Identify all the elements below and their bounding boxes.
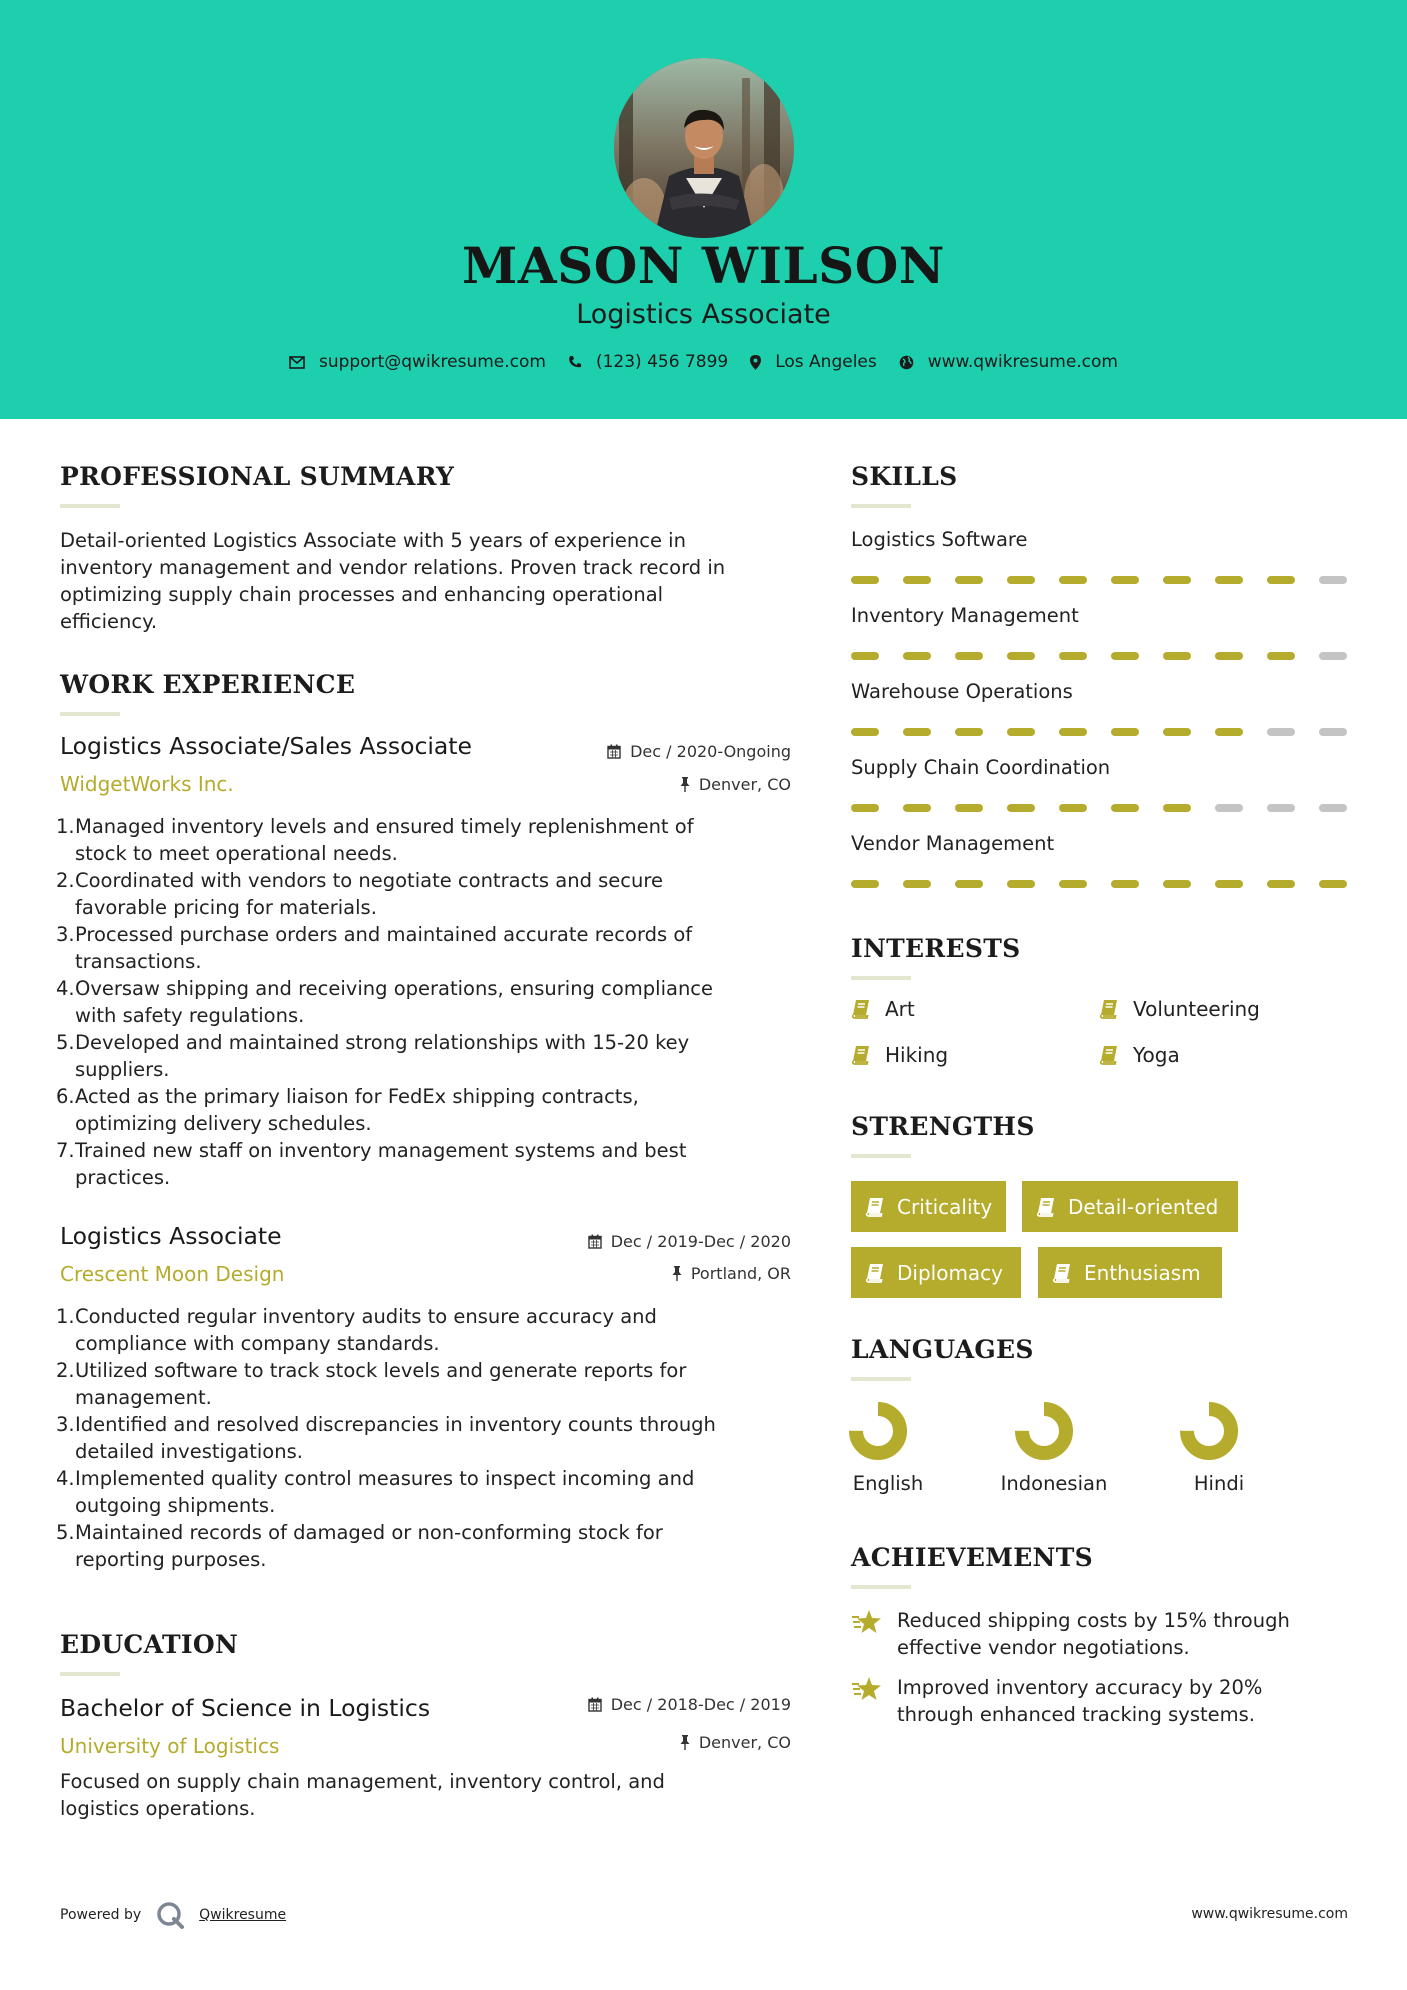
list-item: 5. Maintained records of damaged or non-conforming stock for reporting purposes. <box>56 1521 663 1571</box>
strength-label: Diplomacy <box>897 1260 1004 1285</box>
pushpin-icon <box>680 1735 690 1750</box>
rating-dash <box>1267 576 1295 584</box>
qwikresume-link[interactable]: Qwikresume <box>199 1907 287 1923</box>
strength-tag <box>851 1181 1006 1232</box>
company-name: Crescent Moon Design <box>60 1262 285 1286</box>
language-item <box>984 1400 1124 1495</box>
rating-dash <box>1215 576 1243 584</box>
skill-rating <box>851 728 1371 736</box>
rating-dash <box>1007 728 1035 736</box>
location-text: Los Angeles <box>775 352 877 372</box>
skill-rating <box>851 652 1371 660</box>
phone-icon <box>568 355 582 369</box>
footer-website[interactable]: www.qwikresume.com <box>1191 1906 1348 1922</box>
email-text: support@qwikresume.com <box>319 352 546 372</box>
company-name: WidgetWorks Inc. <box>60 772 234 796</box>
achievements-heading: ACHIEVEMENTS <box>851 1543 1093 1572</box>
achievement-line: Improved inventory accuracy by 20% <box>897 1676 1263 1699</box>
rating-dash <box>903 880 931 888</box>
language-name: Indonesian <box>1000 1472 1108 1495</box>
language-level-arc <box>1022 1409 1066 1453</box>
rating-dash <box>1059 728 1087 736</box>
education-description <box>60 1768 800 1822</box>
rating-dash <box>851 728 879 736</box>
achievement-item <box>851 1674 1351 1728</box>
job-date-text: Dec / 2019-Dec / 2020 <box>610 1232 791 1251</box>
contact-phone[interactable] <box>568 352 728 372</box>
strength-label: Criticality <box>897 1194 993 1219</box>
rating-dash <box>1111 652 1139 660</box>
job-title: Logistics Associate/Sales Associate <box>60 732 472 760</box>
rating-dash <box>1215 728 1243 736</box>
rating-dash <box>1319 804 1347 812</box>
education-location-text: Denver, CO <box>698 1733 791 1752</box>
rating-dash <box>903 576 931 584</box>
skill-name: Logistics Software <box>851 528 1028 551</box>
list-item: 3. Processed purchase orders and maintained accurate records of transactions. <box>56 923 693 973</box>
map-pin-icon <box>750 355 761 370</box>
strength-label: Enthusiasm <box>1084 1260 1201 1285</box>
interest-item-yoga <box>1099 1043 1180 1067</box>
candidate-role: Logistics Associate <box>576 299 831 330</box>
language-item <box>818 1400 958 1495</box>
strength-label: Detail-oriented <box>1068 1194 1219 1219</box>
rating-dash <box>851 804 879 812</box>
star-trophy-icon <box>851 1609 883 1635</box>
book-icon <box>865 1197 885 1217</box>
job-duties-list <box>56 813 796 1191</box>
book-icon <box>1036 1197 1056 1217</box>
language-level-arc <box>1187 1409 1231 1453</box>
language-level-arc <box>856 1409 900 1453</box>
interests-rule <box>851 976 911 980</box>
rating-dash <box>1215 652 1243 660</box>
summary-line: inventory management and vendor relations. Proven track record in <box>60 556 726 579</box>
book-icon <box>851 1045 871 1065</box>
book-icon <box>1052 1263 1072 1283</box>
skill-rating <box>851 804 1371 812</box>
phone-text: (123) 456 7899 <box>595 352 729 372</box>
skill-rating <box>851 576 1371 584</box>
list-item: 4. Oversaw shipping and receiving operations, ensuring compliance with safety regulations. <box>56 977 714 1027</box>
rating-dash <box>1111 576 1139 584</box>
contact-bar <box>0 352 1407 372</box>
rating-dash <box>903 804 931 812</box>
rating-dash <box>1267 880 1295 888</box>
summary-rule <box>60 504 120 508</box>
rating-dash <box>1059 576 1087 584</box>
candidate-name: MASON WILSON <box>462 236 945 295</box>
calendar-icon <box>607 744 621 759</box>
job-location-text: Portland, OR <box>690 1264 791 1283</box>
rating-dash <box>903 728 931 736</box>
rating-dash <box>955 804 983 812</box>
strengths-heading: STRENGTHS <box>851 1112 1035 1141</box>
achievement-item <box>851 1607 1351 1661</box>
job-location <box>560 775 791 794</box>
rating-dash <box>1007 576 1035 584</box>
skills-rule <box>851 504 911 508</box>
education-date-text: Dec / 2018-Dec / 2019 <box>610 1695 791 1714</box>
list-item: 5. Developed and maintained strong relationships with 15-20 key suppliers. <box>56 1031 690 1081</box>
profile-photo-image <box>614 58 794 238</box>
interest-item-art <box>851 997 915 1021</box>
degree-title: Bachelor of Science in Logistics <box>60 1694 431 1722</box>
list-item: 2. Coordinated with vendors to negotiate contracts and secure favorable pricing for materials. <box>56 869 663 919</box>
star-trophy-icon <box>851 1676 883 1702</box>
education-line: Focused on supply chain management, inventory control, and <box>60 1770 665 1793</box>
rating-dash <box>955 576 983 584</box>
language-name: Hindi <box>1193 1472 1245 1495</box>
job-title: Logistics Associate <box>60 1222 282 1250</box>
interests-heading: INTERESTS <box>851 934 1021 963</box>
education-date <box>540 1695 791 1714</box>
rating-dash <box>1215 880 1243 888</box>
rating-dash <box>1319 728 1347 736</box>
education-rule <box>60 1672 120 1676</box>
rating-dash <box>1111 804 1139 812</box>
job-duties-list <box>56 1303 796 1573</box>
rating-dash <box>1059 652 1087 660</box>
rating-dash <box>955 652 983 660</box>
list-item: 2. Utilized software to track stock levels and generate reports for management. <box>56 1359 687 1409</box>
education-heading: EDUCATION <box>60 1630 239 1659</box>
skill-name: Inventory Management <box>851 604 1079 627</box>
summary-line: optimizing supply chain processes and enhancing operational <box>60 583 664 606</box>
achievement-line: effective vendor negotiations. <box>897 1636 1190 1659</box>
rating-dash <box>1163 804 1191 812</box>
book-icon <box>1099 1045 1119 1065</box>
languages-rule <box>851 1377 911 1381</box>
profile-photo <box>614 58 794 238</box>
interest-label: Hiking <box>885 1043 949 1067</box>
rating-dash <box>1163 880 1191 888</box>
rating-dash <box>1319 576 1347 584</box>
book-icon <box>851 999 871 1019</box>
languages-heading: LANGUAGES <box>851 1335 1034 1364</box>
interest-label: Yoga <box>1133 1043 1180 1067</box>
rating-dash <box>1059 880 1087 888</box>
book-icon <box>865 1263 885 1283</box>
skill-rating <box>851 880 1371 888</box>
skill-name: Warehouse Operations <box>851 680 1073 703</box>
strength-tag <box>1038 1247 1222 1298</box>
rating-dash <box>1319 880 1347 888</box>
globe-icon <box>899 355 914 370</box>
job-location <box>560 1264 791 1283</box>
rating-dash <box>955 728 983 736</box>
rating-dash <box>1163 652 1191 660</box>
summary-line: Detail-oriented Logistics Associate with 5 years of experience in <box>60 529 686 552</box>
language-level-ring <box>1178 1400 1240 1462</box>
list-item: 6. Acted as the primary liaison for FedEx shipping contracts, optimizing delivery schedules. <box>56 1085 639 1135</box>
rating-dash <box>1111 728 1139 736</box>
contact-location <box>750 352 877 372</box>
rating-dash <box>1319 652 1347 660</box>
job-date-text: Dec / 2020-Ongoing <box>630 742 791 761</box>
list-item: 3. Identified and resolved discrepancies in inventory counts through detailed investigations. <box>56 1413 716 1463</box>
achievement-line: through enhanced tracking systems. <box>897 1703 1255 1726</box>
language-level-ring <box>847 1400 909 1462</box>
rating-dash <box>1163 728 1191 736</box>
rating-dash <box>955 880 983 888</box>
interest-label: Art <box>885 997 915 1021</box>
education-line: logistics operations. <box>60 1797 256 1820</box>
list-item: 4. Implemented quality control measures to inspect incoming and outgoing shipments. <box>56 1467 695 1517</box>
resume-header <box>0 0 1407 419</box>
footer-powered-by <box>60 1900 286 1930</box>
skill-name: Vendor Management <box>851 832 1055 855</box>
strength-tag <box>851 1247 1021 1298</box>
skill-name: Supply Chain Coordination <box>851 756 1111 779</box>
pushpin-icon <box>672 1266 682 1281</box>
list-item: 1. Managed inventory levels and ensured timely replenishment of stock to meet operational needs. <box>56 815 694 865</box>
strengths-rule <box>851 1154 911 1158</box>
skills-heading: SKILLS <box>851 462 958 491</box>
rating-dash <box>1267 652 1295 660</box>
language-item <box>1149 1400 1289 1495</box>
website-text: www.qwikresume.com <box>927 352 1118 372</box>
envelope-icon <box>289 356 305 369</box>
qwikresume-logo-icon <box>155 1900 185 1930</box>
rating-dash <box>1163 576 1191 584</box>
rating-dash <box>1007 880 1035 888</box>
rating-dash <box>1007 652 1035 660</box>
rating-dash <box>851 576 879 584</box>
list-item: 1. Conducted regular inventory audits to ensure accuracy and compliance with company standards. <box>56 1305 657 1355</box>
language-level-ring <box>1013 1400 1075 1462</box>
rating-dash <box>1007 804 1035 812</box>
rating-dash <box>903 652 931 660</box>
job-date <box>540 1232 791 1251</box>
rating-dash <box>1215 804 1243 812</box>
contact-website[interactable] <box>899 352 1118 372</box>
language-name: English <box>852 1472 924 1495</box>
pushpin-icon <box>680 777 690 792</box>
strength-tag <box>1022 1181 1238 1232</box>
list-item: 7. Trained new staff on inventory management systems and best practices. <box>56 1139 687 1189</box>
interest-item-hiking <box>851 1043 948 1067</box>
rating-dash <box>851 880 879 888</box>
summary-line: efficiency. <box>60 610 158 633</box>
book-icon <box>1099 999 1119 1019</box>
experience-heading: WORK EXPERIENCE <box>60 670 356 699</box>
school-name: University of Logistics <box>60 1734 280 1758</box>
job-date <box>560 742 791 761</box>
rating-dash <box>1059 804 1087 812</box>
interest-item-volunteering <box>1099 997 1260 1021</box>
rating-dash <box>1267 728 1295 736</box>
rating-dash <box>1111 880 1139 888</box>
job-location-text: Denver, CO <box>698 775 791 794</box>
calendar-icon <box>588 1697 602 1712</box>
summary-heading: PROFESSIONAL SUMMARY <box>60 462 455 491</box>
summary-text <box>60 527 800 635</box>
experience-rule <box>60 712 120 716</box>
powered-by-text: Powered by <box>60 1907 142 1923</box>
interest-label: Volunteering <box>1133 997 1260 1021</box>
education-location <box>560 1733 791 1752</box>
calendar-icon <box>588 1234 602 1249</box>
achievements-rule <box>851 1585 911 1589</box>
achievement-line: Reduced shipping costs by 15% through <box>897 1609 1290 1632</box>
rating-dash <box>1267 804 1295 812</box>
contact-email[interactable] <box>289 352 546 372</box>
rating-dash <box>851 652 879 660</box>
